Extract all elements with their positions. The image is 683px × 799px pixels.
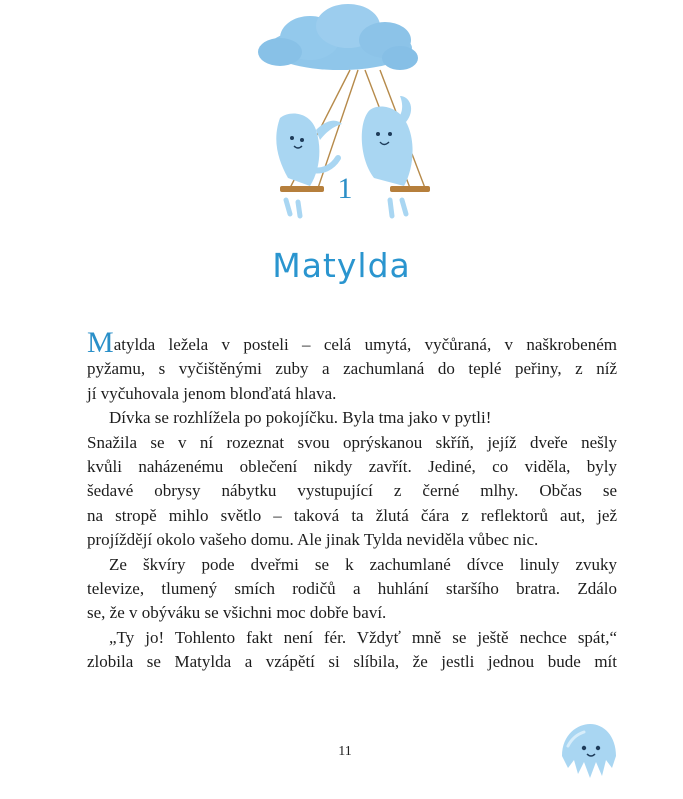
page-number: 11 — [338, 744, 352, 759]
creature-right-icon — [362, 96, 430, 216]
chapter-title: Matylda — [272, 246, 411, 285]
paragraph-line: na stropě mihlo světlo – taková ta žlutá čára z reflektorů aut, jež — [87, 505, 617, 525]
paragraph-line: kvůli naházenému oblečení nikdy zavřít. Jediné, co viděla, byly — [87, 457, 617, 477]
paragraph-line: se, že v obýváku se všichni moc dobře baví. — [87, 603, 387, 623]
paragraph-line: „Ty jo! Tohlento fakt není fér. Vždyť mně se ještě nechce spát,“ — [109, 627, 617, 647]
cloud-icon — [258, 4, 418, 70]
paragraph-line: šedavé obrysy nábytku vystupující z černé mlhy. Občas se — [87, 481, 617, 501]
chapter-body-text — [87, 326, 617, 675]
paragraph-line: Matylda ležela v posteli – celá umytá, vyčůraná, v naškrobeném — [87, 326, 617, 359]
paragraph-line: projíždějí okolo vašeho domu. Ale jinak Tylda neviděla vůbec nic. — [87, 530, 539, 550]
paragraph-line: Snažila se v ní rozeznat svou oprýskanou skříň, jejíž dveře nešly — [87, 432, 617, 452]
paragraph-line: televize, tlumený smích rodičů a huhlání staršího bratra. Zdálo — [87, 579, 617, 599]
paragraph-line: jí vyčuhovala jenom blonďatá hlava. — [87, 383, 337, 403]
paragraph-line: Ze škvíry pode dveřmi se k zachumlané dívce linuly zvuky — [109, 554, 617, 574]
paragraph-line: pyžamu, s vyčištěnými zuby a zachumlaná do teplé peřiny, z níž — [87, 359, 617, 379]
jellyfish-creature-icon — [548, 716, 628, 786]
paragraph-line: zlobila se Matylda a vzápětí si slíbila, že jestli jednou bude mít — [87, 652, 617, 672]
drop-cap: M — [87, 326, 114, 359]
chapter-number: 1 — [337, 172, 353, 205]
paragraph-line: Dívka se rozhlížela po pokojíčku. Byla tma jako v pytli! — [109, 408, 492, 428]
